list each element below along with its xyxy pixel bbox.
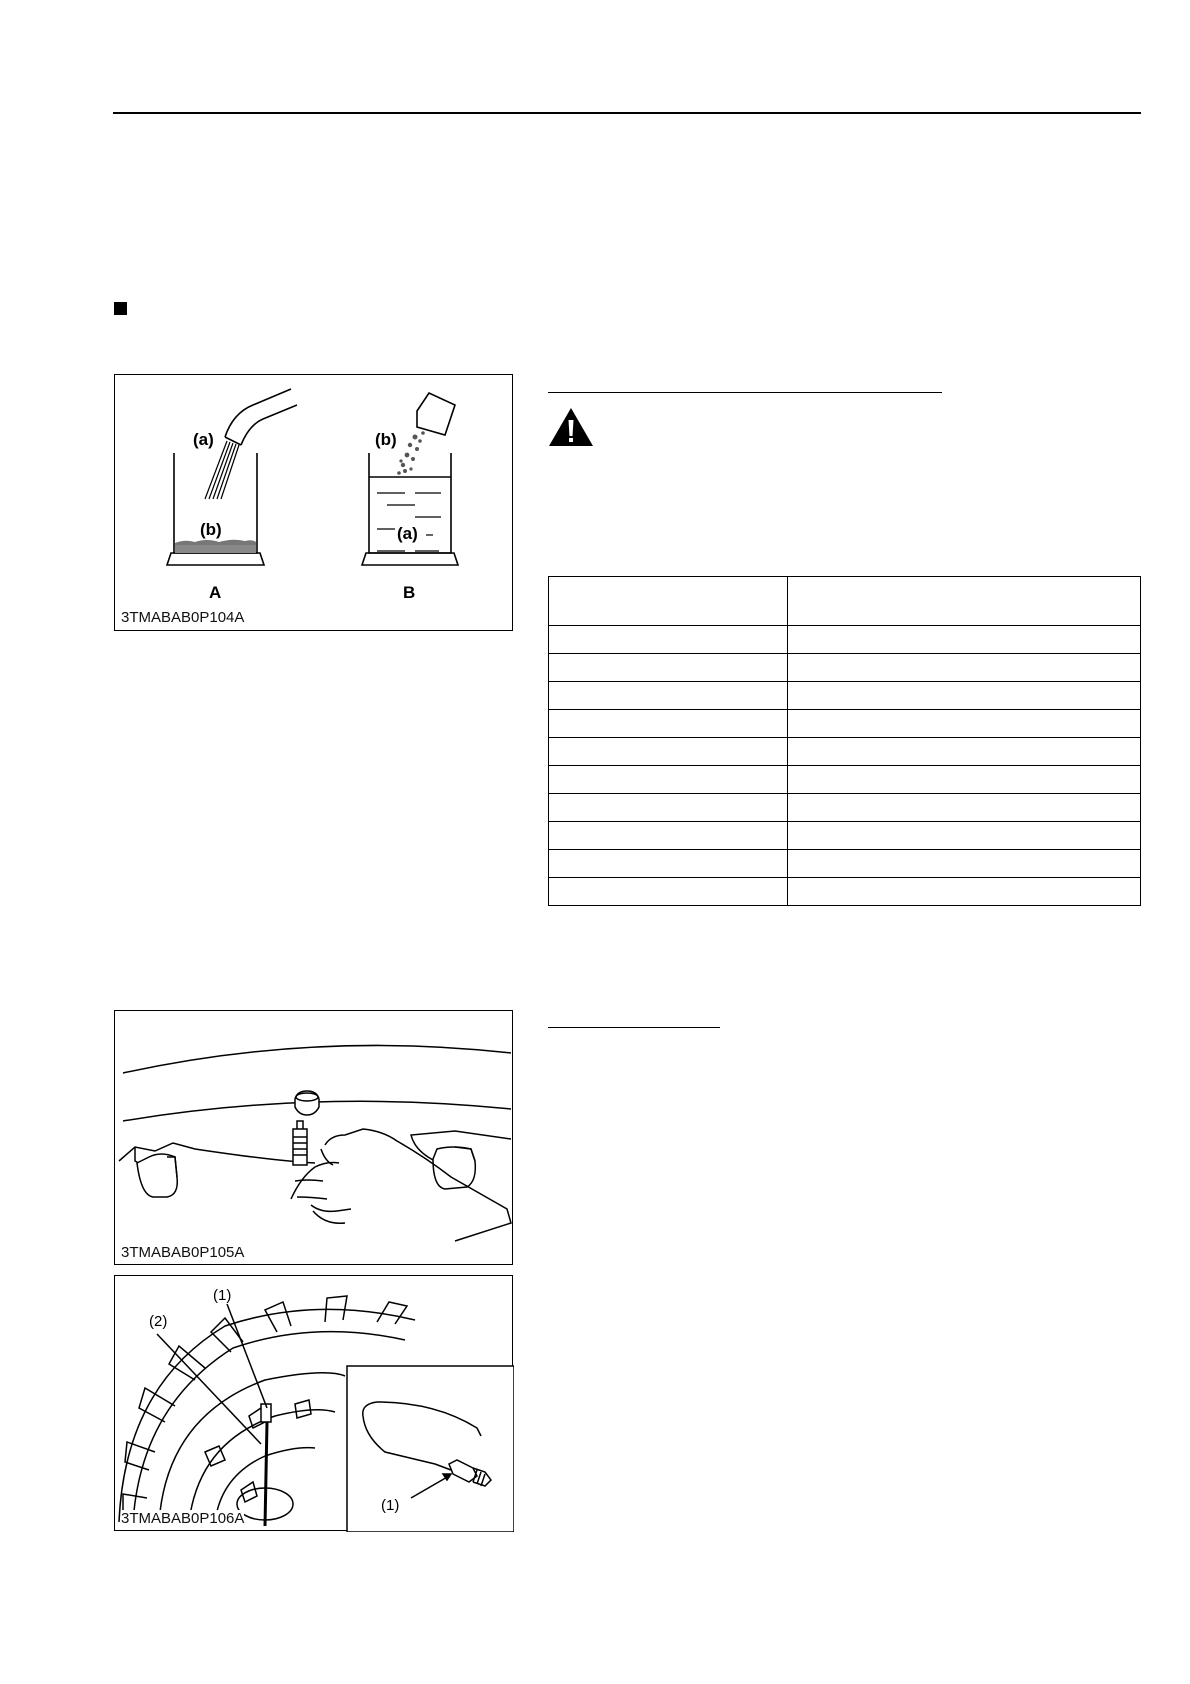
table-cell — [788, 654, 1141, 682]
table-cell — [549, 654, 788, 682]
table-cell — [549, 766, 788, 794]
table-row — [549, 626, 1141, 654]
figure-id: 3TMABAB0P105A — [121, 1244, 245, 1261]
section-bullet — [114, 302, 127, 315]
figure-valve-removal — [114, 1010, 513, 1265]
spec-table — [548, 576, 1141, 906]
table-cell — [788, 766, 1141, 794]
table-cell — [788, 850, 1141, 878]
table-row — [549, 654, 1141, 682]
hose-a — [225, 389, 297, 445]
figure-id: 3TMABAB0P104A — [121, 609, 245, 626]
inset-callout-1: (1) — [381, 1497, 400, 1514]
caption-b: B — [403, 583, 416, 602]
table-cell — [788, 794, 1141, 822]
label-b-inside: (b) — [200, 520, 222, 539]
table-row — [549, 850, 1141, 878]
table-row — [549, 766, 1141, 794]
callout-1: (1) — [213, 1287, 232, 1304]
heading-underline-1 — [548, 392, 942, 393]
table-cell — [549, 850, 788, 878]
table-row — [549, 710, 1141, 738]
table-header-row — [549, 577, 1141, 626]
table-cell — [549, 794, 788, 822]
label-a-inside: (a) — [397, 524, 418, 543]
table-row — [549, 822, 1141, 850]
table-cell — [788, 878, 1141, 906]
callout-2: (2) — [149, 1313, 168, 1330]
table-row — [549, 794, 1141, 822]
warning-triangle-icon — [548, 407, 594, 447]
water-stream-a — [205, 441, 239, 499]
table-cell — [549, 682, 788, 710]
table-row — [549, 878, 1141, 906]
header-rule — [113, 112, 1141, 114]
table-row — [549, 738, 1141, 766]
table-cell — [788, 710, 1141, 738]
table-header-cell — [549, 577, 788, 626]
table-cell — [788, 626, 1141, 654]
heading-underline-2 — [548, 1027, 720, 1028]
table-cell — [788, 682, 1141, 710]
table-header-cell — [788, 577, 1141, 626]
figure-mixing-diagram — [114, 374, 513, 631]
bag-b — [417, 393, 455, 435]
table-cell — [549, 738, 788, 766]
table-cell — [788, 738, 1141, 766]
powder-stream-b — [397, 431, 425, 475]
label-a-top: (a) — [193, 430, 214, 449]
label-b-top: (b) — [375, 430, 397, 449]
table-cell — [549, 626, 788, 654]
figure-id: 3TMABAB0P106A — [121, 1510, 245, 1527]
table-row — [549, 682, 1141, 710]
caption-a: A — [209, 583, 222, 602]
figure-tire-gauge — [114, 1275, 513, 1531]
table-cell — [549, 710, 788, 738]
table-cell — [788, 822, 1141, 850]
table-cell — [549, 822, 788, 850]
table-cell — [549, 878, 788, 906]
solid-pile-a — [175, 540, 256, 553]
